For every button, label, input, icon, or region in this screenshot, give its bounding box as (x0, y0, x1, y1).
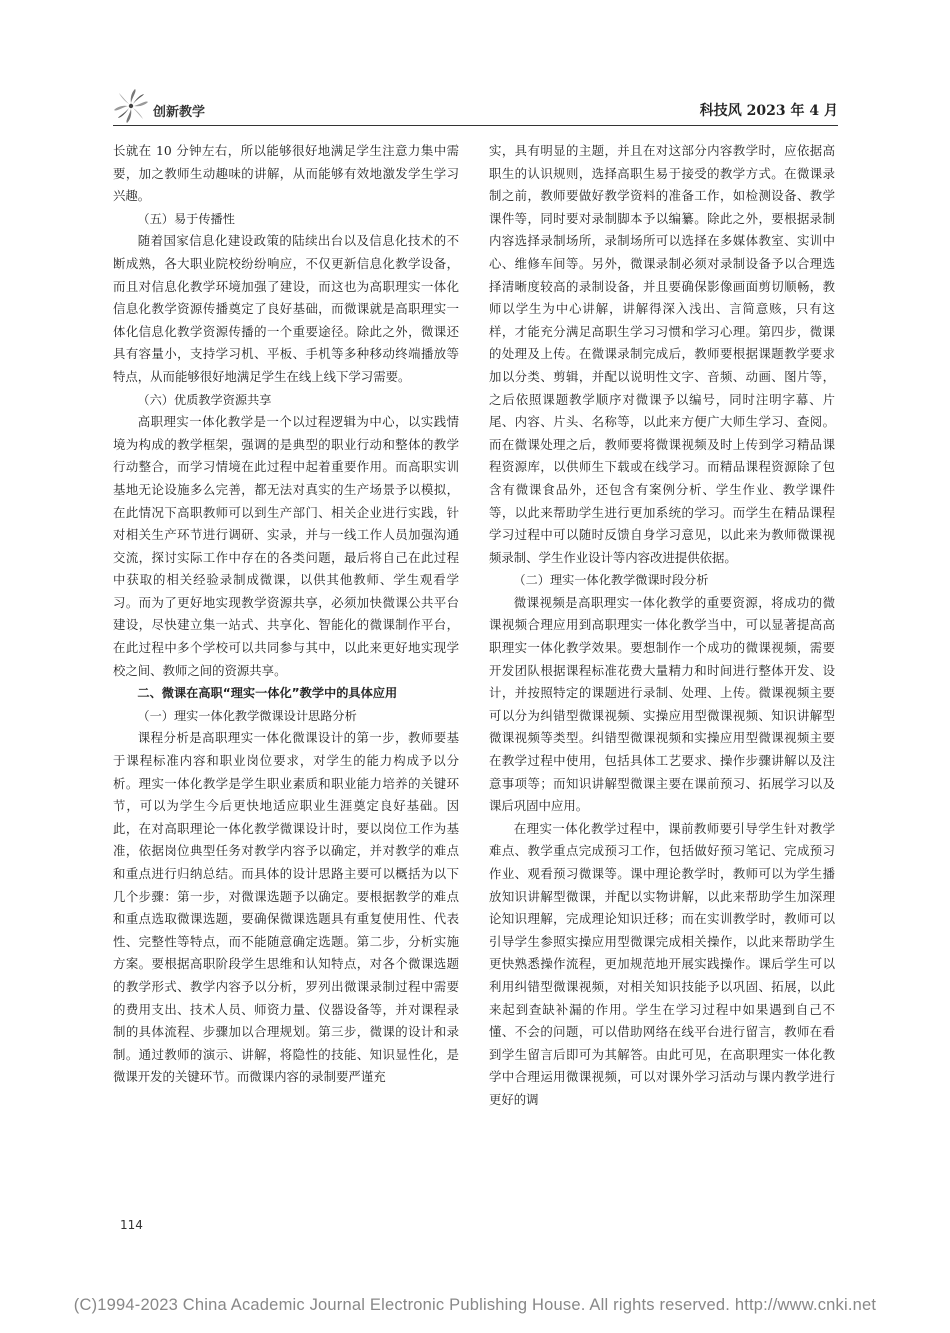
journal-logo-icon (113, 88, 149, 124)
page-number: 114 (120, 1218, 143, 1232)
body-paragraph: 实，具有明显的主题，并且在对这部分内容教学时，应依据高职生的认识规则，选择高职生易于接受的教学方式。在微课录制之前，教师要做好教学资料的准备工作，如检测设备、教学课件等，同时要对录制脚本予以编纂。除此之外，要根据录制内容选择录制场所，录制场所可以选择在多媒体教室、实训中心、维修车间等。另外，微课录制必须对录制设备予以合理选择清晰度较高的录制设备，并且要确保影像画面剪切顺畅，教师以学生为中心讲解，讲解得深入浅出、言简意赅，只有这样，才能充分满足高职生学习习惯和学习心理。第四步，微课的处理及上传。在微课录制完成后，教师要根据课题教学要求加以分类、剪辑，并配以说明性文字、音频、动画、图片等，之后依照课题教学顺序对微课予以编号，同时注明字幕、片尾、内容、片头、名称等，以此来方便广大师生学习、查阅。而在微课处理之后，教师要将微课视频及时上传到学习精品课程资源库，以供师生下载或在线学习。而精品课程资源除了包含有微课食品外，还包含有案例分析、学生作业、教学课件等，以此来帮助学生进行更加系统的学习。而学生在精品课程学习过程中可以随时反馈自身学习意见，以此来为教师微课视频录制、学生作业设计等内容改进提供依据。 (489, 143, 835, 565)
subsection-heading: （六）优质教学资源共享 (137, 392, 272, 407)
body-paragraph: 长就在 10 分钟左右，所以能够很好地满足学生注意力集中需要，加之教师生动趣味的讲解，从而能够有效地激发学生学习兴趣。 (113, 143, 459, 204)
body-paragraph: 高职理实一体化教学是一个以过程逻辑为中心，以实践情境为构成的教学框架，强调的是典型的职业行动和整体的教学行动整合，而学习情境在此过程中起着重要作用。而高职实训基地无论设施多么完善，都无法对真实的生产场景予以模拟，在此情况下高职教师可以到生产部门、相关企业进行实践，针对相关生产环节进行调研、实录，并与一线工作人员加强沟通交流，探讨实际工作中存在的各类问题，最后将自己在此过程中获取的相关经验录制成微课，以供其他教师、学生观看学习。而为了更好地实现教学资源共享，必须加快微课公共平台建设，尽快建立集一站式、共享化、智能化的微课制作平台，在此过程中多个学校可以共同参与其中，以此来更好地实现学校之间、教师之间的资源共享。 (113, 414, 459, 678)
body-paragraph: 随着国家信息化建设政策的陆续出台以及信息化技术的不断成熟，各大职业院校纷纷响应，不仅更新信息化教学设备，而且对信息化教学环境加强了建设，而这也为高职理实一体化信息化教学资源传播奠定了良好基础，而微课就是高职理实一体化信息化教学资源传播的一个重要途径。除此之外，微课还具有容量小，支持学习机、平板、手机等多种移动终端播放等特点，从而能够很好地满足学生在线上线下学习需要。 (113, 233, 459, 384)
subsection-heading: （五）易于传播性 (137, 211, 235, 226)
journal-issue-label: 科技风 2023 年 4 月 (699, 103, 838, 119)
right-column (489, 140, 835, 1112)
page-header (113, 88, 838, 124)
copyright-footer: (C)1994-2023 China Academic Journal Electronic Publishing House. All rights reserved. http://www.cnki.net (73, 1296, 877, 1314)
left-column (113, 140, 459, 1089)
section-heading: 二、微课在高职“理实一体化”教学中的具体应用 (137, 686, 398, 701)
body-paragraph: 在理实一体化教学过程中，课前教师要引导学生针对教学难点、教学重点完成预习工作，包括做好预习笔记、完成预习作业、观看预习微课等。课中理论教学时，教师可以为学生播放知识讲解型微课，并配以实物讲解，以此来帮助学生加深理论知识理解，完成理论知识迁移；而在实训教学时，教师可以引导学生参照实操应用型微课完成相关操作，以此来帮助学生更快熟悉操作流程，更加规范地开展实践操作。课后学生可以利用纠错型微课视频，对相关知识技能予以巩固、拓展，以此来起到查缺补漏的作用。学生在学习过程中如果遇到自己不懂、不会的问题，可以借助网络在线平台进行留言，教师在看到学生留言后即可为其解答。由此可见，在高职理实一体化教学中合理运用微课视频，可以对课外学习活动与课内教学进行更好的调 (489, 820, 835, 1107)
subsection-heading: （一）理实一体化教学微课设计思路分析 (137, 708, 357, 723)
header-rule (113, 125, 838, 126)
subsection-heading: （二）理实一体化教学微课时段分析 (513, 573, 709, 588)
body-paragraph: 微课视频是高职理实一体化教学的重要资源，将成功的微课视频合理应用到高职理实一体化教学当中，可以显著提高高职理实一体化教学效果。要想制作一个成功的微课视频，需要开发团队根据课程标准花费大量精力和时间进行整体开发、设计，并按照特定的课题进行录制、处理、上传。微课视频主要可以分为纠错型微课视频、实操应用型微课视频、知识讲解型微课视频等类型。纠错型微课视频和实操应用型微课视频主要在教学过程中使用，包括具体工艺要求、操作步骤讲解以及注意事项等；而知识讲解型微课主要在课前预习、拓展学习以及课后巩固中应用。 (489, 594, 835, 814)
body-paragraph: 课程分析是高职理实一体化微课设计的第一步，教师要基于课程标准内容和职业岗位要求，对学生的能力构成予以分析。理实一体化教学是学生职业素质和职业能力培养的关键环节，可以为学生今后更快地适应职业生涯奠定良好基础。因此，在对高职理论一体化教学微课设计时，要以岗位工作为基准，依据岗位典型任务对教学内容予以确定，并对教学的难点和重点进行归纳总结。而具体的设计思路主要可以概括为以下几个步骤：第一步，对微课选题予以确定。要根据教学的难点和重点选取微课选题，要确保微课选题具有重复使用性、代表性、完整性等特点，而不能随意确定选题。第二步，分析实施方案。要根据高职阶段学生思维和认知特点，对各个微课选题的教学形式、教学内容予以分析，罗列出微课录制过程中需要的费用支出、技术人员、师资力量、仪器设备等，并对课程录制的具体流程、步骤加以合理规划。第三步，微课的设计和录制。通过教师的演示、讲解，将隐性的技能、知识显性化，是微课开发的关键环节。而微课内容的录制要严谨充 (113, 730, 459, 1085)
journal-section-label: 创新教学 (153, 105, 206, 120)
